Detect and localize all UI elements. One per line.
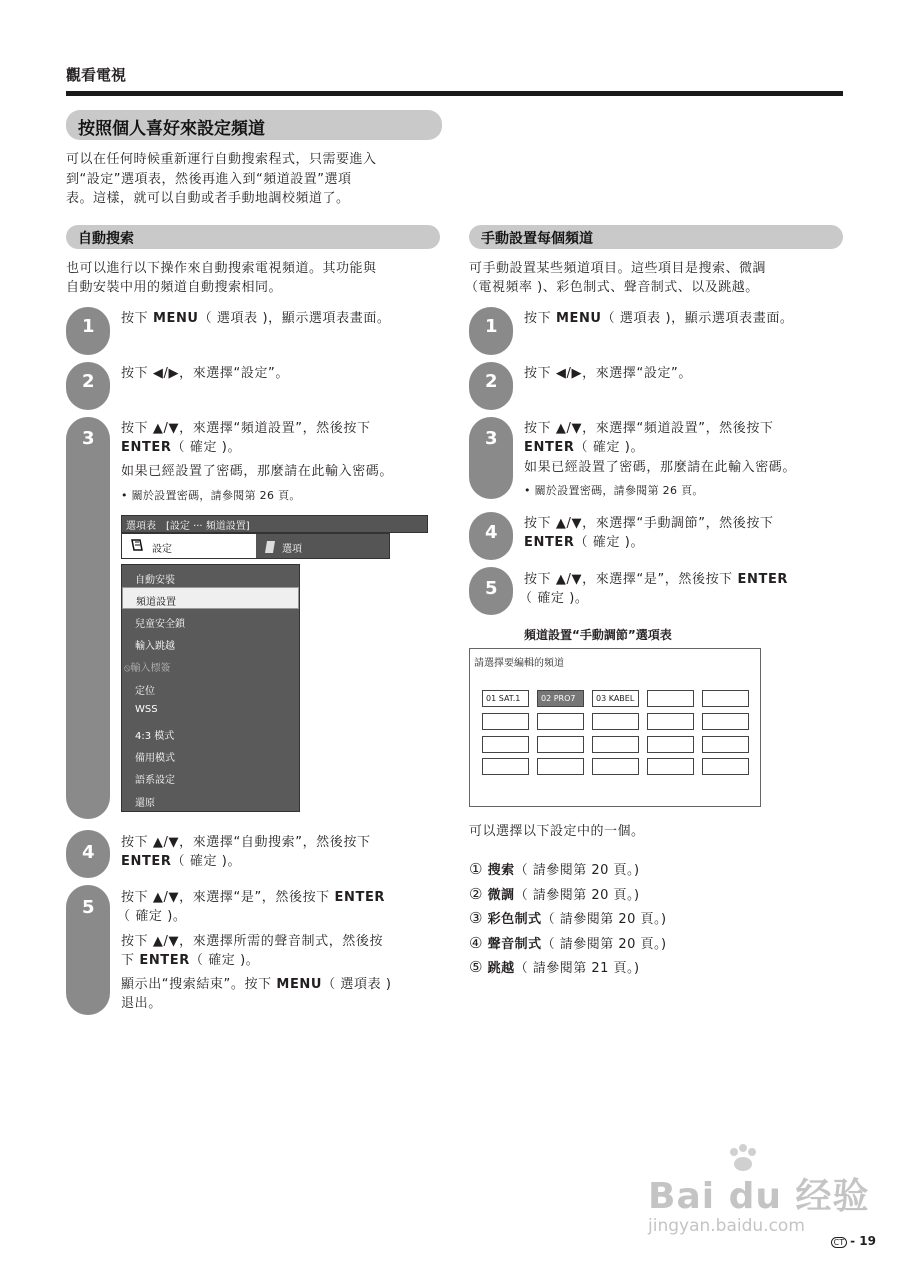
channel-cell[interactable] <box>702 736 749 753</box>
tab-settings-label: 設定 <box>152 544 172 555</box>
grid-title: 頻道設置“手動調節”選項表 <box>524 628 672 642</box>
channel-cell[interactable] <box>482 713 529 730</box>
auto-search-heading: 自動搜索 <box>66 225 440 249</box>
step-text: 按下 ▲/▼，來選擇“是”，然後按下 ENTER <box>524 572 789 587</box>
option-skip <box>469 957 640 976</box>
channel-cell[interactable] <box>647 758 694 775</box>
step-note: • 關於設置密碼，請參閱第 26 頁。 <box>121 489 301 502</box>
section-header: 觀看電視 <box>66 66 127 84</box>
choose-text: 可以選擇以下設定中的一個。 <box>469 824 645 839</box>
option-name: 聲音制式 <box>487 937 542 952</box>
step-number: 4 <box>82 842 95 863</box>
option-number: ⑤ <box>469 958 483 976</box>
channel-cell[interactable]: 03 KABEL <box>592 690 639 707</box>
channel-cell[interactable] <box>702 713 749 730</box>
step-text: 如果已經設置了密碼，那麼請在此輸入密碼。 <box>121 464 394 479</box>
watermark-url: jingyan.baidu.com <box>648 1216 805 1236</box>
option-ref: （ 請參閱第 20 頁。) <box>514 888 640 903</box>
option-name: 跳越 <box>487 961 515 976</box>
manual-heading: 手動設置每個頻道 <box>469 225 843 249</box>
step-number: 3 <box>82 428 95 449</box>
step-note: • 關於設置密碼，請參閱第 26 頁。 <box>524 484 704 497</box>
menu-item-input-skip[interactable]: 輸入跳越 <box>135 641 175 652</box>
menu-tabs <box>121 533 390 559</box>
menu-item-language[interactable]: 語系設定 <box>135 775 175 786</box>
option-sound-system <box>469 933 667 952</box>
menu-item-position[interactable]: 定位 <box>135 686 155 697</box>
option-fine-tune <box>469 884 640 903</box>
step-text: 按下 ▲/▼，來選擇“頻道設置”，然後按下 <box>524 421 774 436</box>
option-number: ① <box>469 860 483 878</box>
menu-item-channel-settings[interactable]: 頻道設置 <box>122 587 299 609</box>
channel-cell[interactable] <box>482 758 529 775</box>
step-text: 按下 ▲/▼，來選擇“頻道設置”，然後按下 <box>121 421 371 436</box>
channel-cell[interactable] <box>702 690 749 707</box>
step-number: 5 <box>82 897 95 918</box>
ct-badge: CT <box>831 1237 847 1248</box>
option-number: ④ <box>469 934 483 952</box>
step-number: 2 <box>485 371 498 392</box>
step-text: 按下 ◀/▶，來選擇“設定”。 <box>121 366 289 381</box>
step-text: 按下 MENU（ 選項表 )，顯示選項表畫面。 <box>121 311 391 326</box>
step-text: ENTER（ 確定 )。 <box>121 440 242 455</box>
menu-item-wss[interactable]: WSS <box>135 704 158 715</box>
step-text: 顯示出“搜索結束”。按下 MENU（ 選項表 ) <box>121 977 392 992</box>
menu-item-standby-mode[interactable]: 備用模式 <box>135 753 175 764</box>
auto-desc-line: 自動安裝中用的頻道自動搜索相同。 <box>66 280 283 295</box>
watermark-logo: Bai du 经验 <box>648 1176 870 1217</box>
auto-desc-line: 也可以進行以下操作來自動搜索電視頻道。其功能與 <box>66 261 377 276</box>
step-text: 按下 ▲/▼，來選擇所需的聲音制式，然後按 <box>121 934 384 949</box>
option-name: 彩色制式 <box>487 912 542 927</box>
channel-cell[interactable] <box>537 713 584 730</box>
manual-desc-line: 可手動設置某些頻道項目。這些項目是搜索、微調 <box>469 261 767 276</box>
channel-cell[interactable] <box>592 736 639 753</box>
page-footer <box>831 1234 876 1248</box>
step-text: 按下 ◀/▶，來選擇“設定”。 <box>524 366 692 381</box>
step-number: 3 <box>485 428 498 449</box>
tab-options[interactable]: 選項 <box>282 544 302 555</box>
option-color-system <box>469 908 667 927</box>
step-number: 1 <box>82 316 95 337</box>
menu-list <box>121 564 300 812</box>
options-tab-icon <box>264 539 276 553</box>
channel-cell[interactable] <box>647 736 694 753</box>
watermark <box>648 1150 870 1236</box>
option-number: ③ <box>469 909 483 927</box>
channel-cell[interactable] <box>592 713 639 730</box>
step-text: ENTER（ 確定 )。 <box>121 854 242 869</box>
option-name: 微調 <box>487 888 515 903</box>
step-text: 如果已經設置了密碼，那麼請在此輸入密碼。 <box>524 460 797 475</box>
page-title: 按照個人喜好來設定頻道 <box>66 110 442 140</box>
channel-cell[interactable] <box>482 736 529 753</box>
step-marker <box>66 417 110 819</box>
manual-desc-line: （電視頻率 )、彩色制式、聲音制式、以及跳越。 <box>465 280 759 295</box>
intro-line: 到“設定”選項表，然後再進入到“頻道設置”選項 <box>66 172 352 187</box>
option-number: ② <box>469 885 483 903</box>
step-text: 按下 ▲/▼，來選擇“是”，然後按下 ENTER <box>121 890 386 905</box>
step-number: 5 <box>485 578 498 599</box>
menu-titlebar: 選項表 [設定 ··· 頻道設置] <box>121 515 428 533</box>
option-ref: （ 請參閱第 20 頁。) <box>514 863 640 878</box>
step-text: 退出。 <box>121 996 162 1011</box>
intro-line: 可以在任何時候重新運行自動搜索程式，只需要進入 <box>66 152 377 167</box>
channel-cell[interactable]: 01 SAT.1 <box>482 690 529 707</box>
step-text: （ 確定 )。 <box>519 591 589 606</box>
menu-item-4-3-mode[interactable]: 4:3 模式 <box>135 731 175 742</box>
menu-item-child-lock[interactable]: 兒童安全鎖 <box>135 619 185 630</box>
channel-cell[interactable] <box>702 758 749 775</box>
channel-cell[interactable] <box>537 736 584 753</box>
step-text: 按下 ▲/▼，來選擇“自動搜索”，然後按下 <box>121 835 371 850</box>
menu-item-reset[interactable]: 還原 <box>135 798 155 809</box>
top-rule <box>66 91 843 96</box>
menu-item-input-label: ⦸輸入標簽 <box>124 663 171 674</box>
step-text: 按下 ▲/▼，來選擇“手動調節”，然後按下 <box>524 516 774 531</box>
step-number: 2 <box>82 371 95 392</box>
channel-cell[interactable] <box>647 713 694 730</box>
channel-cell[interactable] <box>647 690 694 707</box>
step-text: （ 確定 )。 <box>117 909 187 924</box>
channel-cell[interactable] <box>537 758 584 775</box>
step-text: 下 ENTER（ 確定 )。 <box>121 953 260 968</box>
option-ref: （ 請參閱第 20 頁。) <box>541 937 667 952</box>
intro-line: 表。這樣，就可以自動或者手動地調校頻道了。 <box>66 191 350 206</box>
page-number: - 19 <box>850 1234 876 1248</box>
option-ref: （ 請參閱第 20 頁。) <box>541 912 667 927</box>
option-name: 搜索 <box>487 863 515 878</box>
channel-cell[interactable]: 02 PRO7 <box>537 690 584 707</box>
menu-item-auto-install[interactable]: 自動安裝 <box>135 575 175 586</box>
option-ref: （ 請參閱第 21 頁。) <box>514 961 640 976</box>
option-search <box>469 859 640 878</box>
paw-icon <box>726 1144 760 1176</box>
step-text: ENTER（ 確定 )。 <box>524 535 645 550</box>
settings-tab-icon <box>130 538 144 552</box>
step-text: ENTER（ 確定 )。 <box>524 440 645 455</box>
channel-cell[interactable] <box>592 758 639 775</box>
grid-prompt: 請選擇要編輯的頻道 <box>474 658 564 669</box>
step-number: 1 <box>485 316 498 337</box>
step-number: 4 <box>485 522 498 543</box>
tab-settings[interactable] <box>122 534 256 558</box>
step-text: 按下 MENU（ 選項表 )，顯示選項表畫面。 <box>524 311 794 326</box>
